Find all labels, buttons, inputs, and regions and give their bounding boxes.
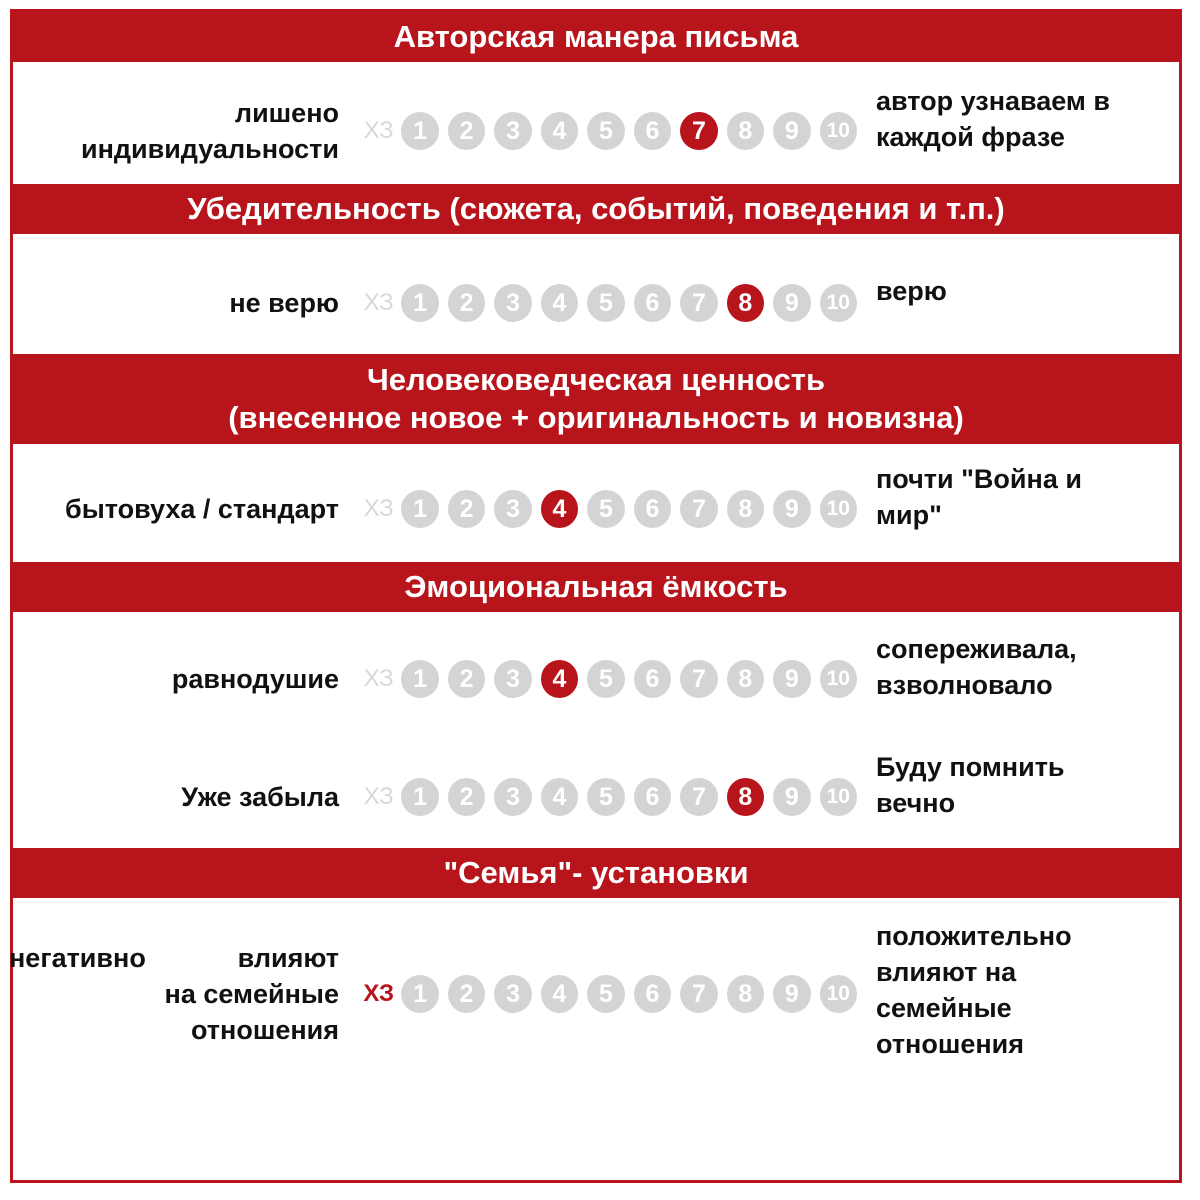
rating-row-family (9, 914, 1179, 1074)
label-line: взволновало (876, 670, 1053, 700)
section-title: Убедительность (сюжета, событий, поведения и т.п.) (187, 191, 1005, 226)
rating-option-4[interactable]: 4 (541, 975, 578, 1013)
rating-option-5[interactable]: 5 (587, 112, 624, 150)
rating-option-7[interactable]: 7 (680, 660, 717, 698)
rating-option-2[interactable]: 2 (448, 112, 485, 150)
rating-option-5[interactable]: 5 (587, 660, 624, 698)
rating-label-high (876, 631, 1166, 703)
rating-option-10[interactable]: 10 (820, 112, 857, 150)
label-line: почти "Война и (876, 464, 1082, 494)
rating-option-5[interactable]: 5 (587, 284, 624, 322)
rating-option-10[interactable]: 10 (820, 778, 857, 816)
rating-option-9[interactable]: 9 (773, 284, 810, 322)
rating-option-3[interactable]: 3 (494, 490, 531, 528)
rating-option-6[interactable]: 6 (634, 975, 671, 1013)
rating-option-3[interactable]: 3 (494, 112, 531, 150)
section-header-family (13, 848, 1179, 898)
section-title-line-1: Человековедческая ценность (366, 362, 826, 397)
rating-option-6[interactable]: 6 (634, 778, 671, 816)
rating-option-10[interactable]: 10 (820, 284, 857, 322)
label-line: вечно (876, 788, 956, 818)
rating-label-low (9, 491, 339, 527)
rating-option-8[interactable]: 8 (727, 975, 764, 1013)
rating-label-low (9, 661, 339, 697)
label-line: бытовуха / стандарт (65, 494, 339, 524)
label-line: верю (876, 276, 947, 306)
rating-option-3[interactable]: 3 (494, 778, 531, 816)
rating-option-1[interactable]: 1 (401, 112, 438, 150)
rating-option-xz[interactable]: ХЗ (363, 783, 394, 810)
rating-scale (356, 111, 866, 151)
rating-option-10[interactable]: 10 (820, 660, 857, 698)
rating-scale (356, 489, 866, 529)
section-title: Эмоциональная ёмкость (404, 569, 788, 604)
label-line: автор узнаваем в (876, 86, 1111, 116)
label-line: Буду помнить (876, 752, 1065, 782)
rating-option-2[interactable]: 2 (448, 660, 485, 698)
rating-option-6[interactable]: 6 (634, 490, 671, 528)
label-line: положительно (876, 921, 1072, 951)
rating-option-1[interactable]: 1 (401, 490, 438, 528)
rating-option-8[interactable]: 8 (727, 778, 764, 816)
rating-label-low (9, 779, 339, 815)
label-line: сопереживала, (876, 634, 1077, 664)
rating-option-8[interactable]: 8 (727, 112, 764, 150)
label-line: негативно влияют (9, 943, 339, 973)
rating-option-10[interactable]: 10 (820, 490, 857, 528)
rating-option-7[interactable]: 7 (680, 112, 717, 150)
rating-option-3[interactable]: 3 (494, 975, 531, 1013)
rating-row-credibility (13, 248, 1179, 358)
rating-option-9[interactable]: 9 (773, 660, 810, 698)
label-line: отношения (190, 1015, 339, 1045)
section-header-human-value (13, 354, 1179, 444)
rating-label-high (876, 749, 1166, 821)
rating-option-6[interactable]: 6 (634, 284, 671, 322)
rating-option-3[interactable]: 3 (494, 284, 531, 322)
rating-label-high (876, 273, 1166, 309)
rating-option-8[interactable]: 8 (727, 490, 764, 528)
rating-label-low (9, 285, 339, 321)
label-line: семейные (876, 993, 1012, 1023)
label-line: равнодушие (171, 664, 339, 694)
label-line: лишено (234, 98, 339, 128)
rating-option-8[interactable]: 8 (727, 660, 764, 698)
label-line: влияют на (876, 957, 1017, 987)
rating-option-5[interactable]: 5 (587, 778, 624, 816)
rating-option-5[interactable]: 5 (587, 975, 624, 1013)
rating-option-7[interactable]: 7 (680, 284, 717, 322)
rating-label-high (876, 83, 1166, 155)
rating-option-4[interactable]: 4 (541, 660, 578, 698)
rating-option-2[interactable]: 2 (448, 284, 485, 322)
rating-option-xz[interactable]: ХЗ (363, 495, 394, 522)
rating-option-2[interactable]: 2 (448, 778, 485, 816)
rating-row-author-style (13, 76, 1179, 186)
rating-option-xz[interactable]: ХЗ (363, 117, 394, 144)
rating-option-7[interactable]: 7 (680, 975, 717, 1013)
rating-option-xz[interactable]: ХЗ (363, 289, 394, 316)
label-line: отношения (876, 1029, 1025, 1059)
rating-label-low (9, 95, 339, 167)
rating-option-9[interactable]: 9 (773, 975, 810, 1013)
rating-card (10, 9, 1182, 1183)
rating-scale (356, 974, 866, 1014)
rating-option-1[interactable]: 1 (401, 778, 438, 816)
rating-option-2[interactable]: 2 (448, 975, 485, 1013)
rating-option-1[interactable]: 1 (401, 975, 438, 1013)
rating-scale (356, 659, 866, 699)
section-title: Авторская манера письма (393, 19, 799, 54)
rating-scale (356, 777, 866, 817)
rating-option-1[interactable]: 1 (401, 284, 438, 322)
rating-option-4[interactable]: 4 (541, 284, 578, 322)
rating-option-6[interactable]: 6 (634, 660, 671, 698)
rating-label-high (876, 918, 1166, 1062)
rating-label-high (876, 461, 1166, 533)
rating-option-8[interactable]: 8 (727, 284, 764, 322)
rating-option-xz[interactable]: ХЗ (363, 665, 394, 692)
section-header-author-style (13, 12, 1179, 62)
section-title-line-2: (внесенное новое + оригинальность и новизна) (228, 400, 964, 435)
rating-option-7[interactable]: 7 (680, 490, 717, 528)
rating-option-9[interactable]: 9 (773, 490, 810, 528)
rating-option-4[interactable]: 4 (541, 778, 578, 816)
rating-option-7[interactable]: 7 (680, 778, 717, 816)
rating-option-xz[interactable]: ХЗ (363, 980, 395, 1007)
rating-option-4[interactable]: 4 (541, 490, 578, 528)
label-line: мир" (876, 500, 942, 530)
rating-option-6[interactable]: 6 (634, 112, 671, 150)
rating-row-emotional-empathy (13, 624, 1179, 734)
rating-row-emotional-memory (13, 742, 1179, 852)
rating-option-1[interactable]: 1 (401, 660, 438, 698)
rating-option-9[interactable]: 9 (773, 112, 810, 150)
label-line: Уже забыла (181, 782, 339, 812)
section-header-credibility (13, 184, 1179, 234)
label-line: на семейные (164, 979, 339, 1009)
section-title: "Семья"- установки (443, 855, 749, 890)
label-line: индивидуальности (80, 134, 339, 164)
rating-option-3[interactable]: 3 (494, 660, 531, 698)
rating-row-human-value (13, 454, 1179, 564)
rating-option-4[interactable]: 4 (541, 112, 578, 150)
rating-option-10[interactable]: 10 (820, 975, 857, 1013)
rating-option-9[interactable]: 9 (773, 778, 810, 816)
rating-scale (356, 283, 866, 323)
rating-option-5[interactable]: 5 (587, 490, 624, 528)
rating-option-2[interactable]: 2 (448, 490, 485, 528)
rating-label-low (9, 940, 339, 1048)
section-header-emotional (13, 562, 1179, 612)
label-line: каждой фразе (876, 122, 1065, 152)
label-line: не верю (229, 288, 339, 318)
